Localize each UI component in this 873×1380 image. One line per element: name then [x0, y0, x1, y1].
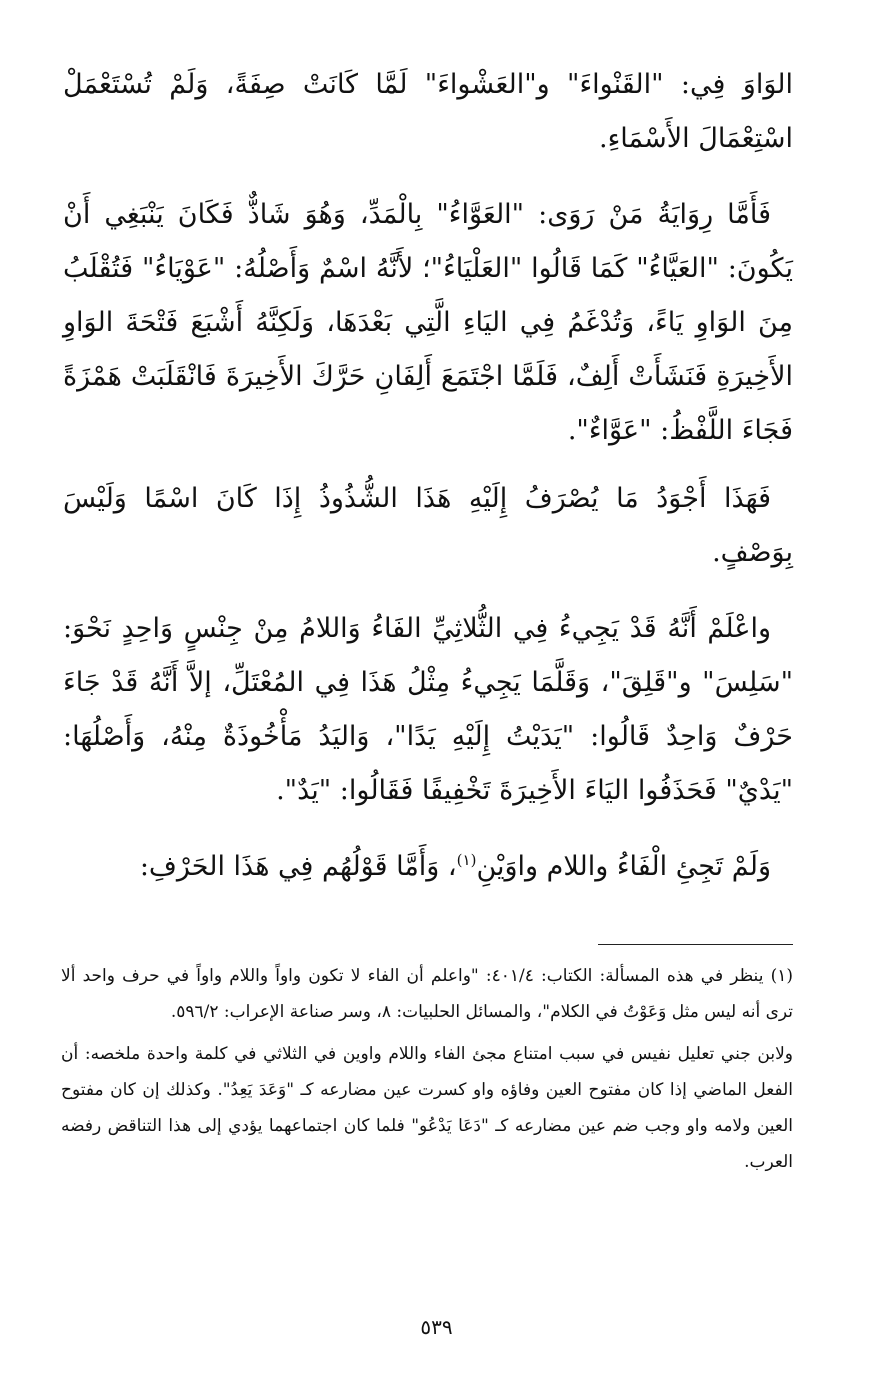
paragraph-5-head: وَلَمْ تَجِئِ الْفَاءُ واللام واوَيْنِ: [476, 851, 771, 882]
footnote-1-continued: ولابن جني تعليل نفيس في سبب امتناع مجئ الفاء واللام واوين في الثلاثي في كلمة واحدة ملخصه: أن الفعل الماضي إذا كان مفتوح العين وفاؤه واو كسرت عين مضارعه كـ "وَعَدَ يَعِدُ". وكذلك إن كان مفتوح العين ولامه واو وجب ضم عين مضارعه كـ "دَعَا يَدْعُو" فلما كان اجتماعهما يؤدي إلى هذا التناقض رفضه العرب.: [61, 1044, 793, 1172]
footnote-separator: [598, 944, 793, 945]
footnotes-block: [61, 958, 793, 1180]
footnote-1: (١) ينظر في هذه المسألة: الكتاب: ٤٠١/٤: "واعلم أن الفاء لا تكون واواً واللام واواً في حرف واحد ألا ترى أنه ليس مثل وَعَوْتُ في الكلام"، والمسائل الحلبيات: ٨، وسر صناعة الإعراب: ٥٩٦/٢.: [61, 966, 794, 1022]
paragraph-4: واعْلَمْ أَنَّهُ قَدْ يَجِيءُ فِي الثُّلاثِيِّ الفَاءُ وَاللامُ مِنْ جِنْسٍ وَاحِدٍ نَحْوَ: "سَلِسَ" و"قَلِقَ"، وَقَلَّمَا يَجِيءُ مِثْلُ هَذَا فِي المُعْتَلِّ، إلاَّ أَنَّهُ قَدْ جَاءَ حَرْفٌ وَاحِدٌ قَالُوا: "يَدَيْتُ إِلَيْهِ يَدًا"، وَاليَدُ مَأْخُوذَةٌ مِنْهُ، وَأَصْلُهَا: "يَدْيٌ" فَحَذَفُوا اليَاءَ الأَخِيرَةَ تَخْفِيفًا فَقَالُوا: "يَدٌ".: [63, 613, 793, 806]
paragraph-3: فَهَذَا أَجْوَدُ مَا يُصْرَفُ إِلَيْهِ هَذَا الشُّذُوذُ إِذَا كَانَ اسْمًا وَلَيْسَ بِوَصْفٍ.: [63, 483, 793, 568]
paragraph-2: فَأَمَّا رِوَايَةُ مَنْ رَوَى: "العَوَّاءُ" بِالْمَدِّ، وَهُوَ شَاذٌّ فَكَانَ يَنْبَغِي أَنْ يَكُونَ: "العَيَّاءُ" كَمَا قَالُوا "العَلْيَاءُ"؛ لأَنَّهُ اسْمٌ وَأَصْلُهُ: "عَوْيَاءُ" فَتُقْلَبُ مِنَ الوَاوِ يَاءً، وَتُدْغَمُ فِي اليَاءِ الَّتِي بَعْدَهَا، وَلَكِنَّهُ أَشْبَعَ فَتْحَةَ الوَاوِ الأَخِيرَةِ فَنَشَأَتْ أَلِفٌ، فَلَمَّا اجْتَمَعَ أَلِفَانِ حَرَّكَ الأَخِيرَةَ فَانْقَلَبَتْ هَمْزَةً فَجَاءَ اللَّفْظُ: "عَوَّاءٌ".: [63, 199, 793, 446]
paragraph-5: [63, 840, 793, 894]
paragraph-5-tail: ، وَأَمَّا قَوْلُهُم فِي هَذَا الحَرْفِ:: [139, 851, 457, 882]
paragraph-1: الوَاوَ فِي: "القَنْواءَ" و"العَشْواءَ" لَمَّا كَانَتْ صِفَةً، وَلَمْ تُسْتَعْمَلْ اسْتِعْمَالَ الأَسْمَاءِ.: [63, 69, 793, 154]
page-number: ٥٣٩: [420, 1315, 453, 1339]
main-text-block: [63, 58, 793, 894]
footnote-reference: (١): [456, 851, 477, 869]
